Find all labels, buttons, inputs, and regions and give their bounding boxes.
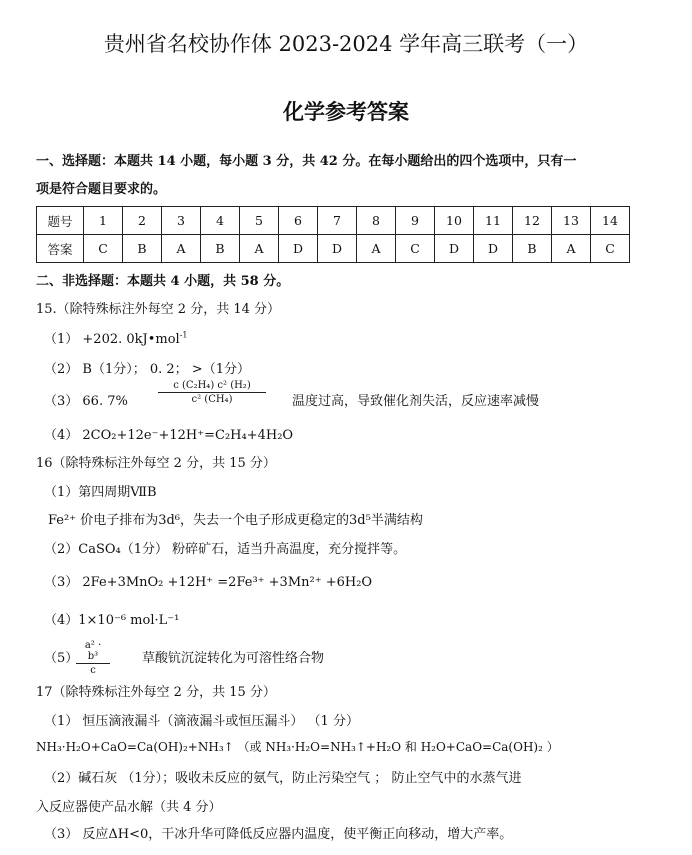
question-number-cell: 11 [474, 207, 513, 235]
q15-fraction-numerator: c (C₂H₄) c² (H₂) [158, 380, 266, 393]
question-number-cell: 6 [279, 207, 318, 235]
question-number-cell: 1 [84, 207, 123, 235]
q15-heading: 15.（除特殊标注外每空 2 分，共 14 分） [36, 302, 281, 317]
document-title: 贵州省名校协作体 2023-2024 学年高三联考（一） [103, 32, 589, 56]
question-number-cell: 13 [552, 207, 591, 235]
answer-cell: D [435, 235, 474, 263]
answer-cell: A [357, 235, 396, 263]
q17-answer-2-continued: 入反应器使产品水解（共 4 分） [36, 800, 222, 815]
q16-answer-5-note: 草酸钪沉淀转化为可溶性络合物 [142, 651, 325, 666]
answer-cell: A [552, 235, 591, 263]
q16-fraction-numerator: a² · b³ [76, 640, 110, 664]
answer-cell: D [474, 235, 513, 263]
q16-fraction-denominator: c [90, 665, 96, 676]
part2-heading: 二、非选择题：本题共 4 小题，共 58 分。 [36, 274, 290, 289]
question-number-cell: 8 [357, 207, 396, 235]
answer-table-row-numbers [37, 207, 630, 235]
question-number-cell: 10 [435, 207, 474, 235]
answer-table [36, 206, 630, 263]
answer-cell: D [279, 235, 318, 263]
answer-cell: D [318, 235, 357, 263]
answer-cell: C [591, 235, 630, 263]
document-subtitle: 化学参考答案 [283, 99, 409, 124]
q16-answer-1-note: Fe²⁺ 价电子排布为3d⁶，失去一个电子形成更稳定的3d⁵半满结构 [48, 513, 423, 528]
q17-answer-1: （1） 恒压滴液漏斗（滴液漏斗或恒压漏斗） （1 分） [44, 714, 359, 729]
q16-answer-4: （4）1×10⁻⁶ mol·L⁻¹ [44, 613, 180, 628]
q16-answer-1: （1）第四周期ⅦB [44, 485, 157, 500]
q17-answer-3: （3） 反应ΔH<0，干冰升华可降低反应器内温度，使平衡正向移动，增大产率。 [44, 827, 513, 842]
answer-cell: C [84, 235, 123, 263]
part1-instruction-line2: 项是符合题目要求的。 [36, 182, 167, 197]
q16-answer-2: （2）CaSO₄（1分） 粉碎矿石，适当升高温度，充分搅拌等。 [44, 542, 407, 557]
answer-cell: B [513, 235, 552, 263]
q15-fraction [158, 380, 266, 405]
question-number-cell: 12 [513, 207, 552, 235]
q15-answer-3-label: （3） 66. 7% [44, 394, 128, 409]
answer-cell: B [123, 235, 162, 263]
q16-fraction [76, 640, 110, 676]
row-label-answer: 答案 [37, 235, 84, 263]
question-number-cell: 9 [396, 207, 435, 235]
answer-cell: A [162, 235, 201, 263]
part1-instruction-line1: 一、选择题：本题共 14 小题，每小题 3 分，共 42 分。在每小题给出的四个选项中，只有一 [36, 154, 577, 169]
row-label-number: 题号 [37, 207, 84, 235]
q17-answer-2: （2）碱石灰 （1分）；吸收未反应的氨气，防止污染空气 ； 防止空气中的水蒸气进 [44, 771, 522, 786]
q15-answer-4: （4） 2CO₂+12e⁻+12H⁺=C₂H₄+4H₂O [44, 428, 294, 443]
question-number-cell: 4 [201, 207, 240, 235]
q15-answer-2: （2） B（1分）； 0. 2； >（1分） [44, 362, 250, 377]
answer-cell: B [201, 235, 240, 263]
answer-cell: C [396, 235, 435, 263]
q16-answer-3: （3） 2Fe+3MnO₂ +12H⁺ =2Fe³⁺ +3Mn²⁺ +6H₂O [44, 575, 373, 590]
q15-answer-3-note: 温度过高，导致催化剂失活，反应速率减慢 [292, 394, 540, 409]
q15-fraction-denominator: c² (CH₄) [191, 394, 233, 405]
question-number-cell: 7 [318, 207, 357, 235]
q16-heading: 16（除特殊标注外每空 2 分，共 15 分） [36, 456, 276, 471]
question-number-cell: 5 [240, 207, 279, 235]
q17-answer-1-equation: NH₃·H₂O+CaO=Ca(OH)₂+NH₃↑ （或 NH₃·H₂O=NH₃↑+H₂O 和 H₂O+CaO=Ca(OH)₂ ） [36, 740, 559, 754]
answer-cell: A [240, 235, 279, 263]
q15-answer-1: （1） +202. 0kJ•mol$^{-1}$ [44, 330, 188, 347]
q16-answer-5-label: （5） [44, 651, 79, 666]
question-number-cell: 2 [123, 207, 162, 235]
answer-table-row-answers [37, 235, 630, 263]
question-number-cell: 3 [162, 207, 201, 235]
question-number-cell: 14 [591, 207, 630, 235]
q17-heading: 17（除特殊标注外每空 2 分，共 15 分） [36, 685, 276, 700]
